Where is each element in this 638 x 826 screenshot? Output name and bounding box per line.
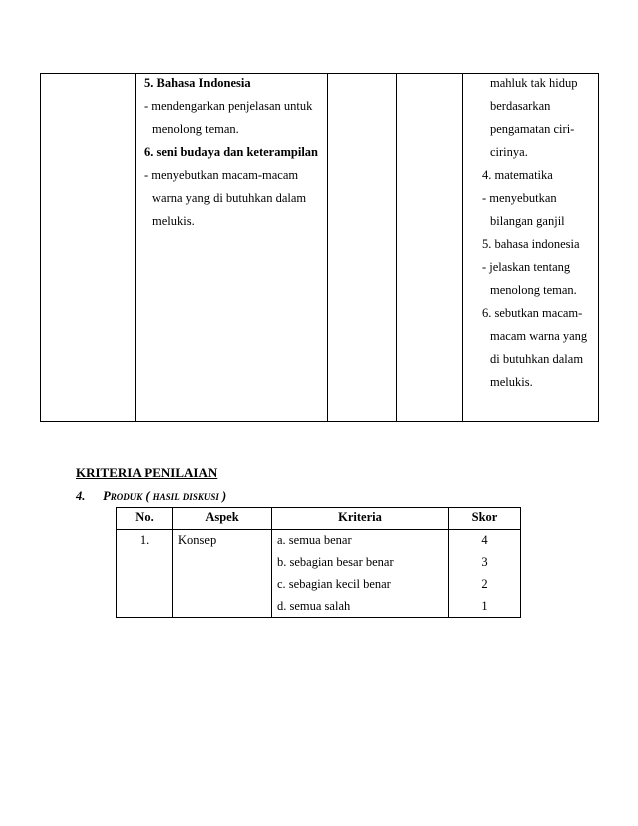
activity-text: - mendengarkan penjelasan untuk [144,99,313,113]
activity-text: menolong teman. [152,122,239,136]
assessment-text: - jelaskan tentang [482,260,571,274]
top-table-col-divider [135,73,136,422]
criteria-item: d. semua salah [277,599,351,613]
top-table-border-left [40,73,41,422]
assessment-text: menolong teman. [490,283,577,297]
assessment-text: pengamatan ciri- [490,122,575,136]
top-table-col-divider [396,73,397,422]
assessment-text: bilangan ganjil [490,214,565,228]
assessment-text: 5. bahasa indonesia [482,237,580,251]
assessment-text: - menyebutkan [482,191,557,205]
assessment-text: melukis. [490,375,533,389]
scoring-table-header-divider [116,529,521,530]
activity-text: - menyebutkan macam-macam [144,168,299,182]
assessment-text: di butuhkan dalam [490,352,584,366]
top-table-col-divider [327,73,328,422]
assessment-text: mahluk tak hidup [490,76,578,90]
header-no: No. [135,510,154,524]
score-value: 1 [481,599,488,613]
assessment-text: 4. matematika [482,168,553,182]
section-title: KRITERIA PENILAIAN [76,465,218,480]
header-kriteria: Kriteria [338,510,382,524]
score-value: 4 [481,533,488,547]
top-table-border-bottom [40,421,599,422]
assessment-text: berdasarkan [490,99,551,113]
scoring-table-border-bottom [116,617,521,618]
score-value: 3 [481,555,488,569]
subheading [76,489,226,504]
score-value: 2 [481,577,488,591]
top-table-border-right [598,73,599,422]
top-table-border-top [40,73,599,74]
cell-aspek: Konsep [178,533,217,547]
subheading-number: 4. [76,489,86,503]
activity-text: melukis. [152,214,195,228]
assessment-text: macam warna yang [490,329,588,343]
subject-heading: 6. seni budaya dan keterampilan [144,145,318,159]
assessment-text: 6. sebutkan macam- [482,306,583,320]
criteria-item: a. semua benar [277,533,352,547]
activity-text: warna yang di butuhkan dalam [152,191,307,205]
cell-no: 1. [139,533,150,547]
header-aspek: Aspek [205,510,239,524]
header-skor: Skor [471,510,498,524]
scoring-table-border-top [116,507,521,508]
criteria-item: c. sebagian kecil benar [277,577,391,591]
top-table-col-divider [462,73,463,422]
subject-heading: 5. Bahasa Indonesia [144,76,251,90]
subheading-text: Produk ( hasil diskusi ) [103,489,227,503]
assessment-text: cirinya. [490,145,528,159]
criteria-item: b. sebagian besar benar [277,555,394,569]
